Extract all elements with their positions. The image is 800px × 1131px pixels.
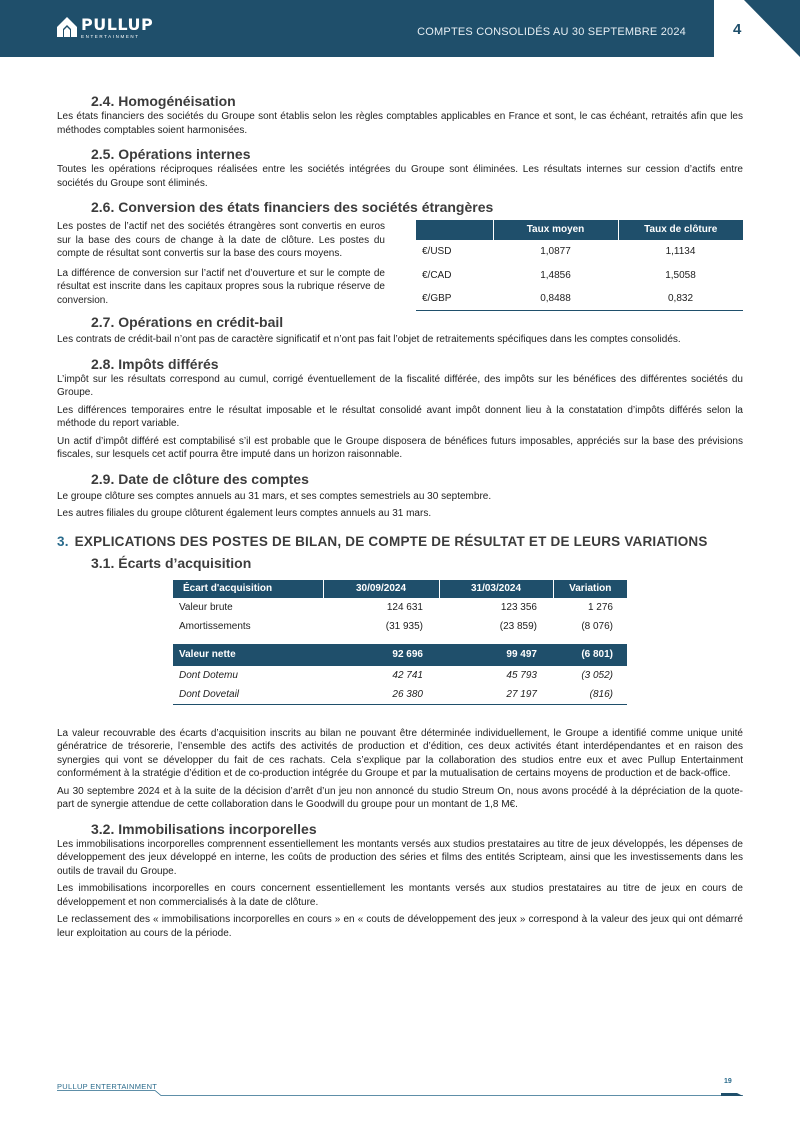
goodwill-header-sep2024: 30/09/2024 xyxy=(323,580,439,598)
goodwill-row-mar2024: (23 859) xyxy=(499,620,537,632)
section-2-5-paragraph: Toutes les opérations réciproques réalisées entre les sociétés intégrées du Groupe sont éliminées. Les résultats internes sur cession d’actifs entre sociétés du Groupe sont éliminés. xyxy=(57,164,743,189)
section-3-2-title: 3.2. Immobilisations incorporelles xyxy=(91,820,317,837)
goodwill-detail-mar2024: 27 197 xyxy=(439,685,553,704)
table-row xyxy=(173,685,627,704)
goodwill-row-mar2024: 123 356 xyxy=(500,601,537,613)
fx-header-empty xyxy=(416,220,493,240)
fx-currency: €/GBP xyxy=(416,287,493,311)
section-2-8-paragraph-1: L’impôt sur les résultats correspond au cumul, corrigé éventuellement de la fiscalité différée, des impôts sur les bénéfices des différentes sociétés du Groupe. xyxy=(57,373,743,398)
section-2-7-title: 2.7. Opérations en crédit-bail xyxy=(91,314,284,330)
section-3-2-paragraph-2: Les immobilisations incorporelles en cours concernent essentiellement les montants versés aux studios prestataires au titre de jeux en cours de développement et non commercialisés à la date de clôture. xyxy=(57,883,743,908)
section-3-number: 3. xyxy=(57,533,69,549)
section-3-1-paragraph-1: La valeur recouvrable des écarts d’acquisition inscrits au bilan ne pouvant être déterminée individuellement, le Groupe a identifié comme unique unité génératrice de trésorerie, l’ensemble des actifs des activités de production et d’édition, ces deux activités étant interdépendantes et en raison des synergies qui vont se développer du fait de ces rachats. Cela s’explique par la collaboration des studios entre eux et avec Pullup Entertainment conformément à la stratégie d’édition et de co-production intégrée du Groupe et par la mutualisation de certains moyens de production et de back-office. xyxy=(57,727,743,779)
table-row xyxy=(416,240,743,264)
section-2-6-body xyxy=(57,220,743,311)
table-row xyxy=(416,264,743,288)
fx-closing: 1,1134 xyxy=(665,246,696,257)
goodwill-row-variation: (8 076) xyxy=(581,620,613,632)
fx-average: 1,0877 xyxy=(540,246,571,257)
goodwill-header-label: Écart d'acquisition xyxy=(173,580,323,598)
goodwill-header-variation: Variation xyxy=(553,580,627,598)
section-3-1-paragraph-2: Au 30 septembre 2024 et à la suite de la décision d’arrêt d’un jeu non annoncé du studio Streum On, nous avons procédé à la dépréciation de la quote-part de synergie attendue de cette collaboration dans le Goodwill du groupe pour un montant de 1,8 M€. xyxy=(57,785,743,810)
goodwill-row-variation: 1 276 xyxy=(587,601,613,613)
section-2-8-paragraph-3: Un actif d’impôt différé est comptabilisé s’il est probable que le Groupe disposera de bénéfices futurs imposables, appréciés sur la base des prévisions fiscales, sur lesquels cet actif pourra être imputé dans un horizon raisonnable. xyxy=(57,435,743,460)
goodwill-detail-mar2024: 45 793 xyxy=(506,669,537,681)
header-corner-tab xyxy=(690,0,800,57)
goodwill-net-label: Valeur nette xyxy=(173,644,323,666)
goodwill-header-mar2024: 31/03/2024 xyxy=(439,580,553,598)
section-2-6-paragraph-2: La différence de conversion sur l’actif net d’ouverture et sur le compte de résultat est inscrite dans les capitaux propres sous la rubrique réserve de conversion. xyxy=(57,267,385,306)
section-2-6-paragraph-1: Les postes de l’actif net des sociétés étrangères sont convertis en euros sur la base des cours de change à la date de clôture. Les postes du compte de résultat sont convertis sur la base des cours moyens. xyxy=(57,221,385,259)
goodwill-detail-sep2024: 42 741 xyxy=(392,669,423,681)
goodwill-net-mar2024: 99 497 xyxy=(439,644,553,666)
section-3-title xyxy=(57,535,743,549)
fx-currency: €/USD xyxy=(422,246,452,257)
section-2-9-paragraph-1: Le groupe clôture ses comptes annuels au 31 mars, et ses comptes semestriels au 30 septembre. xyxy=(57,490,492,502)
pullup-logo xyxy=(57,17,153,40)
exchange-rate-table xyxy=(416,220,743,311)
goodwill-row-sep2024: (31 935) xyxy=(385,620,423,632)
section-2-6-title: 2.6. Conversion des états financiers des sociétés étrangères xyxy=(91,199,494,215)
section-2-9-title: 2.9. Date de clôture des comptes xyxy=(91,470,309,487)
table-row xyxy=(173,598,627,617)
section-2-7-paragraph: Les contrats de crédit-bail n’ont pas de caractère significatif et n’ont pas fait l’objet de retraitements spécifiques dans les comptes consolidés. xyxy=(57,334,681,345)
fx-header-closing: Taux de clôture xyxy=(618,220,743,240)
page-content xyxy=(57,92,743,944)
section-3-2-paragraph-3: Le reclassement des « immobilisations incorporelles en cours » en « couts de développement des jeux » correspond à la valeur des jeux qui ont démarré leur exploitation au cours de la période. xyxy=(57,914,743,939)
goodwill-row-label: Valeur brute xyxy=(179,601,233,613)
goodwill-detail-variation: (3 052) xyxy=(581,669,613,681)
fx-header-average: Taux moyen xyxy=(493,220,618,240)
table-row xyxy=(416,287,743,311)
goodwill-row-sep2024: 124 631 xyxy=(386,601,423,613)
goodwill-detail-sep2024: 26 380 xyxy=(323,685,439,704)
section-2-5-title: 2.5. Opérations internes xyxy=(91,146,251,162)
fx-closing: 0,832 xyxy=(618,287,743,311)
table-row xyxy=(173,666,627,685)
goodwill-detail-label: Dont Dovetail xyxy=(173,685,323,704)
goodwill-detail-variation: (816) xyxy=(553,685,627,704)
pullup-logo-icon xyxy=(57,17,77,37)
document-title: COMPTES CONSOLIDÉS AU 30 SEPTEMBRE 2024 xyxy=(417,26,686,38)
fx-average: 1,4856 xyxy=(540,269,571,281)
fx-average: 0,8488 xyxy=(493,287,618,311)
section-2-4-title: 2.4. Homogénéisation xyxy=(91,93,236,109)
goodwill-detail-label: Dont Dotemu xyxy=(179,669,238,681)
goodwill-net-sep2024: 92 696 xyxy=(323,644,439,666)
fx-currency: €/CAD xyxy=(422,269,452,281)
table-row-net xyxy=(173,644,627,666)
section-2-4-paragraph: Les états financiers des sociétés du Groupe sont établis selon les règles comptables applicables en France et sont, le cas échéant, retraités afin que les méthodes comptables soient harmonisées. xyxy=(57,111,743,136)
footer-company: PULLUP ENTERTAINMENT xyxy=(57,1082,158,1091)
section-3-1-title: 3.1. Écarts d’acquisition xyxy=(91,555,252,571)
table-row xyxy=(173,617,627,636)
section-3-title-text: EXPLICATIONS DES POSTES DE BILAN, DE COMPTE DE RÉSULTAT ET DE LEURS VARIATIONS xyxy=(74,533,708,549)
logo-name: PULLUP xyxy=(81,15,154,34)
page-header xyxy=(0,0,800,57)
section-3-2-paragraph-1: Les immobilisations incorporelles comprennent essentiellement les montants versés aux studios prestataires au titre de jeux développés, les dépenses de développement des jeux développé en interne, les coûts de production des séries et films des entités Scripteam, ainsi que les investissements dans les outils de travail du Groupe. xyxy=(57,838,743,877)
footer-rule xyxy=(57,1090,743,1096)
table-spacer xyxy=(173,636,627,644)
goodwill-table xyxy=(173,580,627,705)
footer-page-number: 19 xyxy=(724,1078,732,1085)
section-2-8-title: 2.8. Impôts différés xyxy=(91,355,219,372)
section-number: 4 xyxy=(733,21,742,38)
fx-closing: 1,5058 xyxy=(665,269,696,281)
logo-subtitle: ENTERTAINMENT xyxy=(81,34,140,39)
section-2-9-paragraph-2: Les autres filiales du groupe clôturent également leurs comptes annuels au 31 mars. xyxy=(57,508,432,519)
goodwill-net-variation: (6 801) xyxy=(553,644,627,666)
section-2-8-paragraph-2: Les différences temporaires entre le résultat imposable et le résultat consolidé avant impôt donnent lieu à la constatation d’impôts différés selon la méthode du report variable. xyxy=(57,404,743,429)
goodwill-row-label: Amortissements xyxy=(179,620,251,632)
